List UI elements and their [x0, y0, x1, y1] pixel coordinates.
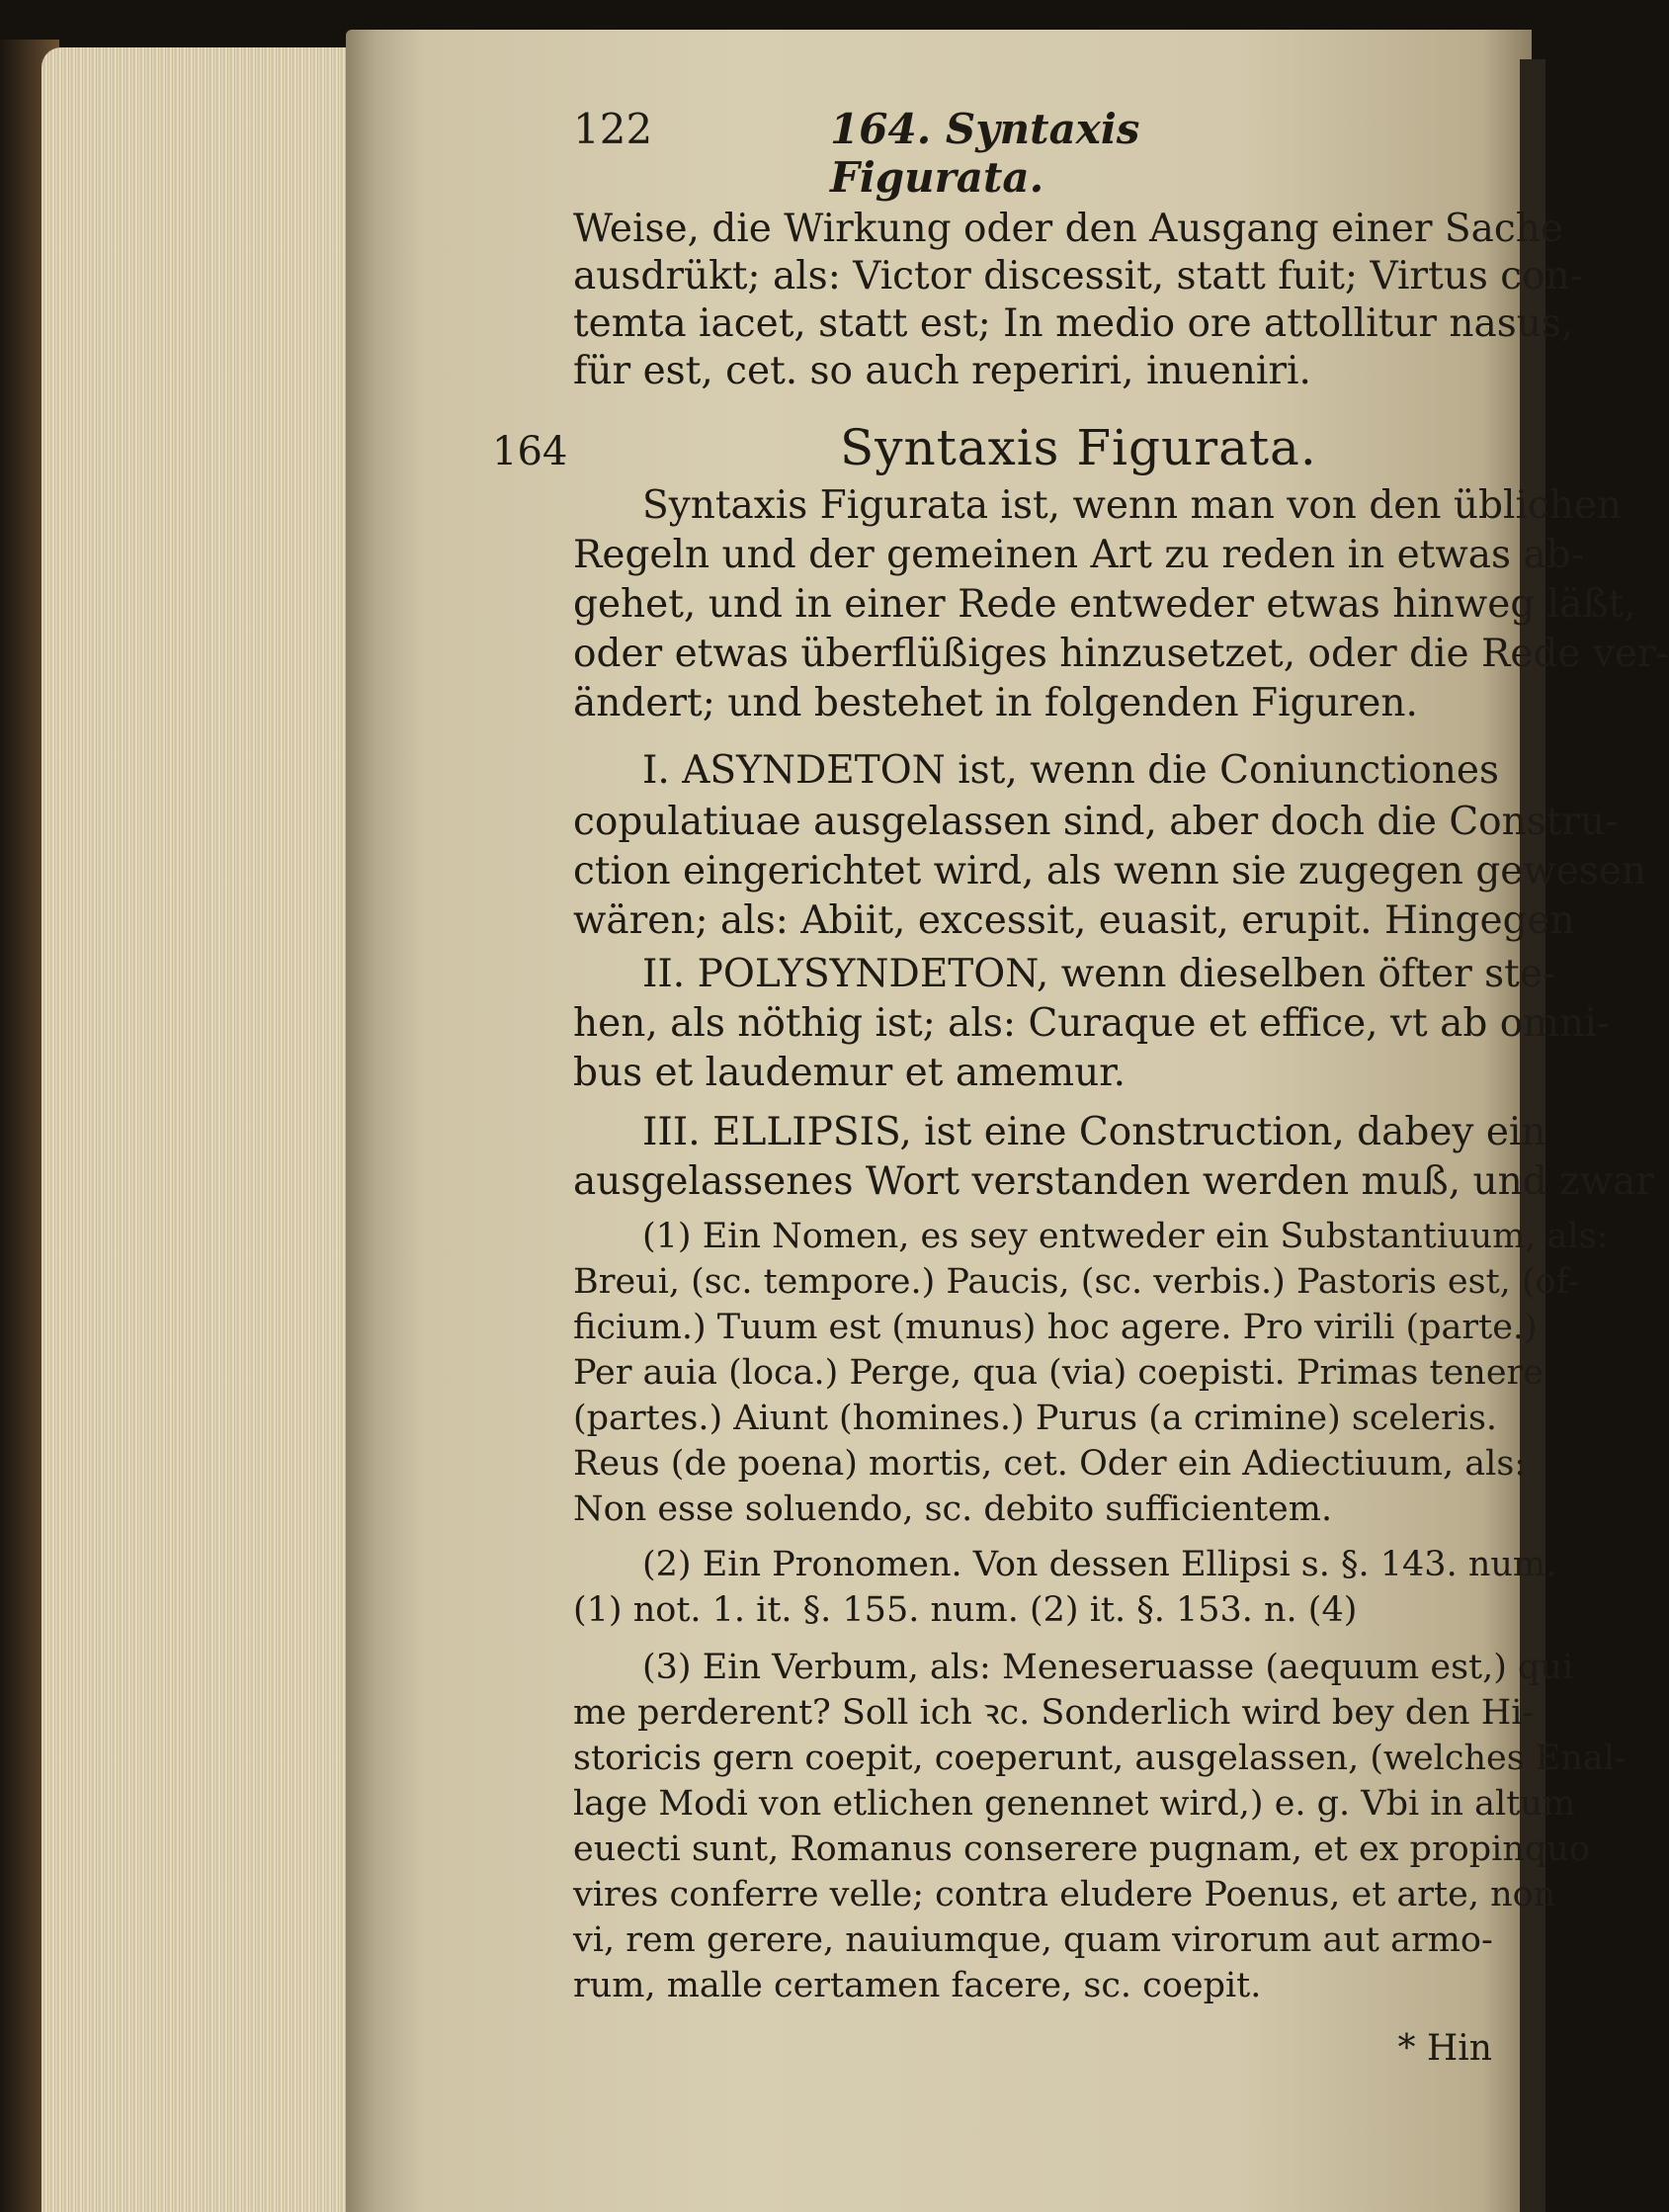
text-line: gehet, und in einer Rede entweder etwas hinweg läßt, — [573, 582, 1636, 627]
text-line: temta iacet, statt est; In medio ore attollitur nasus, — [573, 301, 1574, 346]
catchword: * Hin — [1397, 2028, 1492, 2069]
text-line: storicis gern coepit, coeperunt, ausgelassen, (welches Enal- — [573, 1739, 1627, 1778]
text-line: bus et laudemur et amemur. — [573, 1051, 1126, 1095]
text-line: (2) Ein Pronomen. Von dessen Ellipsi s. §. 143. num. — [642, 1545, 1557, 1584]
text-line: (1) not. 1. it. §. 155. num. (2) it. §. 153. n. (4) — [573, 1590, 1358, 1630]
page-number: 122 — [573, 105, 653, 153]
text-line: vi, rem gerere, nauiumque, quam virorum aut armo- — [573, 1920, 1493, 1960]
text-line: Reus (de poena) mortis, cet. Oder ein Adiectiuum, als: — [573, 1444, 1527, 1484]
text-line: (3) Ein Verbum, als: Meneseruasse (aequum est,) qui — [642, 1648, 1574, 1687]
text-line: (partes.) Aiunt (homines.) Purus (a crimine) sceleris. — [573, 1399, 1498, 1438]
text-line: Breui, (sc. tempore.) Paucis, (sc. verbis.) Pastoris est, (of- — [573, 1262, 1580, 1302]
text-line: III. ELLIPSIS, ist eine Construction, dabey ein — [642, 1110, 1546, 1154]
running-title: 164. Syntaxis Figurata. — [830, 105, 1140, 202]
text-line: ausgelassenes Wort verstanden werden muß, und zwar — [573, 1159, 1654, 1204]
text-line: Regeln und der gemeinen Art zu reden in etwas ab- — [573, 533, 1584, 577]
text-line: Per auia (loca.) Perge, qua (via) coepisti. Primas tenere — [573, 1353, 1544, 1393]
text-line: hen, als nöthig ist; als: Curaque et effice, vt ab omni- — [573, 1001, 1610, 1046]
text-line: oder etwas überflüßiges hinzusetzet, oder die Rede ver- — [573, 632, 1669, 676]
text-line: wären; als: Abiit, excessit, euasit, erupit. Hingegen — [573, 898, 1575, 943]
text-line: rum, malle certamen facere, sc. coepit. — [573, 1966, 1262, 2005]
text-line: (1) Ein Nomen, es sey entweder ein Substantiuum, als: — [642, 1217, 1609, 1256]
text-line: Syntaxis Figurata ist, wenn man von den üblichen — [642, 483, 1623, 528]
text-line: ändert; und bestehet in folgenden Figuren. — [573, 681, 1418, 725]
text-line: euecti sunt, Romanus conserere pugnam, et ex propinquo — [573, 1829, 1590, 1869]
text-line: lage Modi von etlichen genennet wird,) e. g. Vbi in altum — [573, 1784, 1576, 1824]
text-line: II. POLYSYNDETON, wenn dieselben öfter ste- — [642, 952, 1556, 996]
text-line: copulatiuae ausgelassen sind, aber doch die Constru- — [573, 800, 1619, 844]
text-line: ausdrükt; als: Victor discessit, statt fuit; Virtus con- — [573, 254, 1583, 298]
section-number: 164 — [492, 429, 568, 474]
text-line: me perderent? Soll ich ꝛc. Sonderlich wird bey den Hi- — [573, 1693, 1535, 1733]
text-line: Weise, die Wirkung oder den Ausgang einer Sache — [573, 207, 1563, 251]
text-line: ficium.) Tuum est (munus) hoc agere. Pro virili (parte.) — [573, 1308, 1538, 1347]
text-line: ction eingerichtet wird, als wenn sie zugegen gewesen — [573, 849, 1647, 893]
section-title: Syntaxis Figurata. — [840, 419, 1317, 476]
text-line: I. ASYNDETON ist, wenn die Coniunctiones — [642, 748, 1499, 793]
text-line: vires conferre velle; contra eludere Poenus, et arte, non — [573, 1875, 1556, 1914]
page-stack-edge — [42, 47, 368, 2212]
text-line: für est, cet. so auch reperiri, inueniri. — [573, 349, 1311, 393]
text-line: Non esse soluendo, sc. debito sufficientem. — [573, 1489, 1333, 1529]
